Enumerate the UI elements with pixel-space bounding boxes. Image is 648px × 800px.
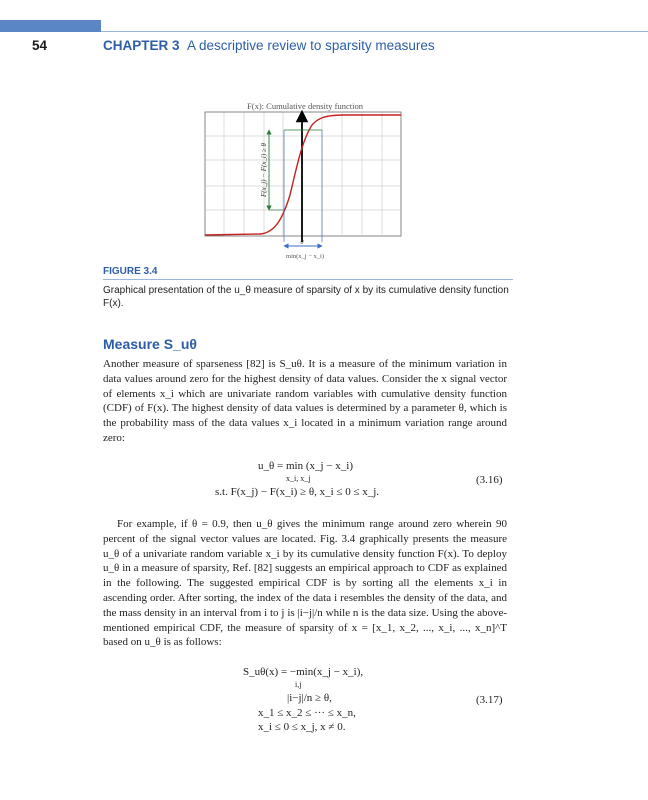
eq316-line1: u_θ = min (x_j − x_i): [258, 460, 353, 472]
figure-caption: Graphical presentation of the u_θ measure of sparsity of x by its cumulative density function F(x).: [103, 285, 509, 309]
figure-label: FIGURE 3.4: [103, 266, 158, 277]
chapter-title: A descriptive review to sparsity measures: [187, 38, 435, 53]
eq317-line2: |i−j|/n ≥ θ,: [287, 692, 332, 704]
eq316-line2: s.t. F(x_j) − F(x_i) ≥ θ, x_i ≤ 0 ≤ x_j.: [215, 486, 380, 498]
x-axis-label: min(x_j − x_i): [286, 253, 324, 260]
paragraph-2: For example, if θ = 0.9, then u_θ gives the minimum range around zero wherein 90 percent of the signal vector values are located. Fig. 3.4 graphically presents the measure u_θ of a univariate random variable x_i by its cumulative density function F(x). To deploy u_θ in a measure of sparsity, Ref. [82] suggests an empirical approach to CDF as explained in the following. The suggested empirical CDF is by sorting all the elements x_i in ascending order. After sorting, the index of the data i resembles the density of the data, and the mass density in an interval from i to j is |i−j|/n while n is the data size. Using the above-mentioned empirical CDF, the measure of sparsity of x = [x_1, x_2, ..., x_i, ..., x_n]^T based on u_θ is as follows:: [103, 518, 507, 649]
eq317-line1: S_uθ(x) = −min(x_j − x_i),: [243, 666, 364, 678]
y-axis-label: F(x_j) − F(x_i) ≥ θ: [260, 143, 268, 197]
running-header: [103, 38, 435, 53]
page-number: 54: [32, 38, 48, 53]
section-heading: Measure S_uθ: [103, 336, 197, 352]
eq317-line4: x_i ≤ 0 ≤ x_j, x ≠ 0.: [258, 721, 346, 733]
eq317-line3: x_1 ≤ x_2 ≤ ··· ≤ x_n,: [258, 707, 356, 719]
eq316-number: (3.16): [476, 474, 503, 486]
header-rule: [101, 31, 648, 32]
theta-label: θ: [300, 239, 304, 246]
figure-title: F(x): Cumulative density function: [247, 101, 363, 111]
header-accent-bar: [0, 20, 101, 32]
eq317-number: (3.17): [476, 694, 503, 706]
cdf-figure: [200, 100, 410, 265]
eq316-under: x_i, x_j: [286, 474, 311, 483]
eq317-under: i,j: [295, 680, 302, 689]
figure-rule: [103, 279, 513, 280]
chapter-label: CHAPTER 3: [103, 38, 180, 53]
plot-frame: [205, 112, 401, 236]
paragraph-1: Another measure of sparseness [82] is S_uθ. It is a measure of the minimum variation in data values around zero for the highest density of data values. Consider the x signal vector of elements x_i which are univariate random variables with cumulative density function (CDF) of F(x). The highest density of data values is determined by a parameter θ, which is the probability mass of the data values x_i located in a minimum variation range around zero:: [103, 358, 507, 444]
